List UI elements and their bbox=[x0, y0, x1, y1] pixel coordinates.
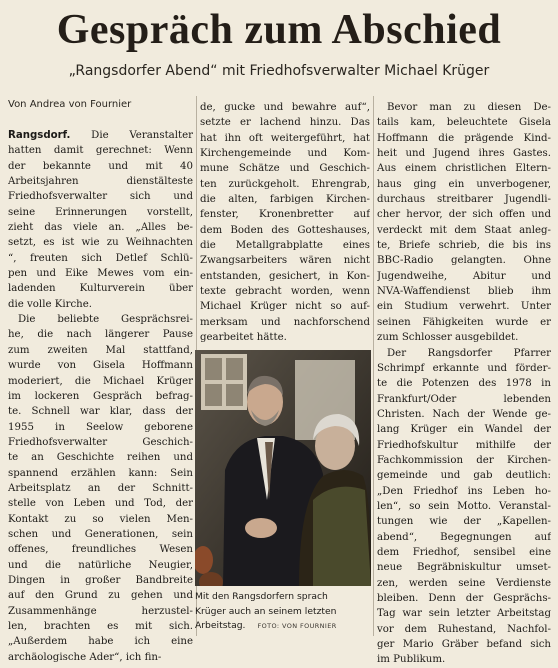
article-line-text: Die Veranstalter bbox=[70, 130, 193, 141]
article-line: Tag war sein letzter Arbeitstag bbox=[377, 608, 551, 620]
article-line: durchaus streitbarer Jugendli- bbox=[377, 194, 551, 206]
article-line: te die Potenzen des 1978 in bbox=[377, 378, 551, 390]
article-line: hatten damit gerechnet: Wenn bbox=[8, 145, 193, 157]
article-line: zieht das viele an. „Alles be- bbox=[8, 222, 193, 234]
article-line: Zwangsarbeiters wären nicht bbox=[200, 255, 370, 267]
article-line: len“, so sein Motto. Veranstal- bbox=[377, 500, 551, 512]
article-line: ein Studium verwehrt. Unter bbox=[377, 301, 551, 313]
article-line: cher hervor, der sich offen und bbox=[377, 209, 551, 221]
article-line: tails kam, beleuchtete Gisela bbox=[377, 117, 551, 129]
article-line: die alten, farbigen Kirchen- bbox=[200, 194, 370, 206]
dateline: Rangsdorf. bbox=[8, 130, 71, 141]
caption-line: Mit den Rangsdorfern sprach bbox=[195, 591, 328, 602]
article-line: ladenden Kulturverein über bbox=[8, 283, 193, 295]
article-line: stelle von Leben und Tod, der bbox=[8, 498, 193, 510]
caption-line bbox=[195, 619, 371, 634]
article-line: entstanden, gesichert, in Kon- bbox=[200, 270, 370, 282]
article-line: schen und Generationen, sein bbox=[8, 528, 193, 540]
article-line: Schrimpf erkannte und förder- bbox=[377, 362, 551, 374]
article-line: Friedhofsverwalter Geschich- bbox=[8, 436, 193, 448]
article-line: Frankfurt/Oder lebenden bbox=[377, 393, 551, 405]
article-line: Aus einem christlichen Eltern- bbox=[377, 163, 551, 175]
article-line: setzt, es ist wie zu Weihnachten bbox=[8, 237, 193, 249]
article-line: seinen Fähigkeiten wurde er bbox=[377, 316, 551, 328]
article-line: len, brachten es mit sich. bbox=[8, 621, 193, 632]
column-divider bbox=[373, 96, 374, 636]
article-line: vor dem Ruhestand, Nachfol- bbox=[377, 623, 551, 635]
article-line: te. Schnell war klar, dass der bbox=[8, 406, 193, 418]
article-line: „Den Friedhof ins Leben ho- bbox=[377, 485, 551, 497]
article-line: gemeinde und gab deutlich: bbox=[377, 470, 551, 482]
article-line: te an Geschichte reihen und bbox=[8, 452, 193, 464]
article-line: te, Briefe schrieb, die bis ins bbox=[377, 240, 551, 252]
article-line: haus ging ein unverbogener, bbox=[377, 178, 551, 190]
article-line: gearbeitet hätte. bbox=[200, 332, 287, 344]
article-line: moderiert, die Michael Krüger bbox=[8, 375, 193, 387]
article-line: zum Schlosser ausgebildet. bbox=[377, 332, 519, 344]
article-line: “, freuten sich Detlef Schlü- bbox=[8, 252, 193, 264]
article-photo bbox=[195, 350, 371, 586]
headline: Gespräch zum Abschied bbox=[56, 7, 502, 53]
article-line: ten zurückgeholt. Ehrengrab, bbox=[200, 178, 370, 190]
article-line: im Publikum. bbox=[377, 654, 446, 666]
article-line: der bekannte und mit 40 bbox=[8, 160, 193, 172]
article-line: archäologische Ader“, ich fin- bbox=[8, 651, 162, 663]
article-line: hat ihn oft weitergeführt, hat bbox=[200, 132, 370, 144]
article-line: die Metallgrabplatte eines bbox=[200, 240, 370, 252]
article-line: 1955 in Seelow geborene bbox=[8, 421, 193, 433]
article-line: lang Krüger ein Wandel der bbox=[377, 424, 551, 436]
article-line: Friedhofskultur mithilfe der bbox=[377, 439, 551, 451]
article-line: spannend erzählen kann: Sein bbox=[8, 467, 193, 479]
article-line: wurde von Gisela Hoffmann bbox=[8, 360, 193, 372]
article-line bbox=[8, 128, 193, 143]
article-line: Kirchengemeinde und Kom- bbox=[200, 148, 370, 160]
article-line: „Außerdem habe ich eine bbox=[8, 636, 193, 648]
article-line: neue Begräbniskultur umset- bbox=[377, 562, 551, 574]
subheadline: „Rangsdorfer Abend“ mit Friedhofsverwalter Michael Krüger bbox=[68, 63, 490, 79]
article-line: seine Erinnerungen vorstellt, bbox=[8, 206, 193, 218]
article-line: Arbeitsjahren dienstälteste bbox=[8, 176, 193, 188]
article-line: texte gebracht worden, wenn bbox=[200, 286, 370, 298]
article-line: ger Mario Gräber befand sich bbox=[377, 639, 551, 651]
article-line: abend“, Begegnungen auf bbox=[377, 531, 551, 543]
article-line: heit und Jugend ihres Gastes. bbox=[377, 148, 551, 160]
article-line: die volle Kirche. bbox=[8, 298, 92, 310]
article-line: Jugendweihe, Abitur und bbox=[377, 270, 551, 282]
article-line: und die natürliche Neugier, bbox=[8, 559, 193, 571]
article-line: Michael Krüger nicht so auf- bbox=[200, 301, 370, 313]
article-line: im lockeren Gespräch befrag- bbox=[8, 390, 193, 402]
photo-credit: FOTO: VON FOURNIER bbox=[257, 622, 337, 630]
article-line: Bevor man zu diesen De- bbox=[387, 102, 551, 113]
article-line: fenster, Kronenbretter auf bbox=[200, 209, 370, 221]
article-line: dem Boden des Gotteshauses, bbox=[200, 224, 370, 236]
article-line: zum zweiten Mal stattfand, bbox=[8, 344, 193, 356]
article-line: Hoffmann die prägende Kind- bbox=[377, 132, 551, 144]
article-line: Der Rangsdorfer Pfarrer bbox=[387, 347, 551, 359]
article-line: BBC-Radio gelangten. Ohne bbox=[377, 255, 551, 267]
article-line: verdeckt mit dem Staat anleg- bbox=[377, 224, 551, 236]
article-line: dem Friedhof, sensibel eine bbox=[377, 546, 551, 558]
article-line: zen, werden seine Verdienste bbox=[377, 577, 551, 589]
photo-illustration bbox=[195, 350, 371, 586]
photo-caption bbox=[195, 590, 371, 634]
article-line: setzte er lachend hinzu. Das bbox=[200, 117, 370, 129]
article-line: he, die nach längerer Pause bbox=[8, 329, 193, 341]
article-column-1 bbox=[8, 128, 193, 665]
caption-line: Krüger auch an seinem letzten bbox=[195, 605, 337, 617]
article-line: Kontakt zu so vielen Men- bbox=[8, 513, 193, 525]
article-line: Fachkommission der Kirchen- bbox=[377, 454, 551, 466]
article-line: offenes, freundliches Wesen bbox=[8, 544, 193, 556]
article-line: merksam und nachforschend bbox=[200, 316, 370, 328]
article-line: Die beliebte Gesprächsrei- bbox=[18, 314, 193, 326]
article-line: NVA-Waffendienst blieb ihm bbox=[377, 286, 551, 298]
article-line: mune Schätze und Geschich- bbox=[200, 163, 370, 175]
article-line: Dingen in großer Bandbreite bbox=[8, 574, 193, 586]
article-line: bleiben. Denn der Gesprächs- bbox=[377, 593, 551, 604]
article-line: tungen wie der „Kapellen- bbox=[377, 516, 551, 528]
article-line: Friedhofsverwalter sich und bbox=[8, 191, 193, 203]
article-line: Zusammenhänge herzustel- bbox=[8, 605, 193, 617]
article-column-3 bbox=[377, 100, 551, 668]
article-line: auf den Grund zu gehen und bbox=[8, 590, 193, 602]
article-column-2 bbox=[200, 100, 370, 346]
article-line: pen und Eike Mewes vom ein- bbox=[8, 268, 193, 280]
article-line: Christen. Nach der Wende ge- bbox=[377, 408, 551, 420]
article-line: Arbeitsplatz an der Schnitt- bbox=[8, 482, 193, 494]
byline: Von Andrea von Fournier bbox=[8, 99, 132, 110]
caption-line-text: Arbeitstag. bbox=[195, 620, 246, 631]
article-line: de, gucke und bewahre auf“, bbox=[200, 102, 370, 113]
